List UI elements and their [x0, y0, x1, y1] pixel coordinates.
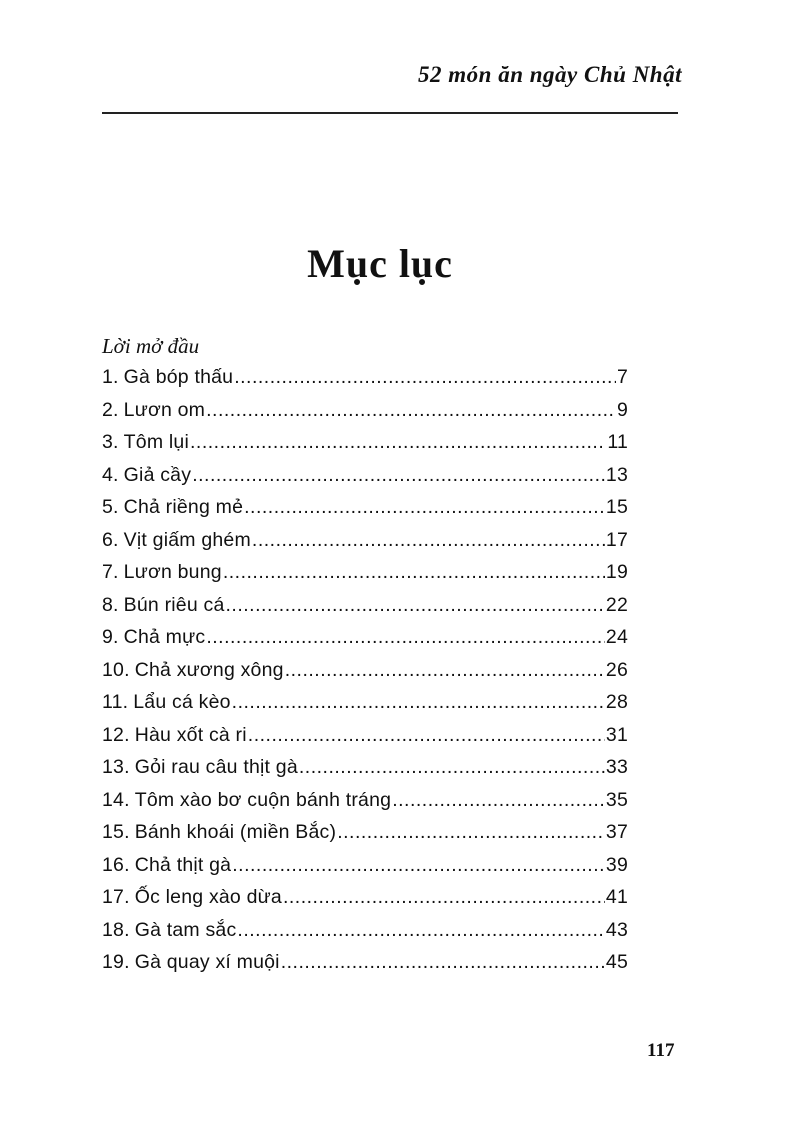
toc-entry-leader	[237, 919, 604, 942]
toc-entry-page: 43	[605, 918, 628, 941]
toc-entry-number: 5.	[102, 496, 119, 518]
toc-entry-title: Lẩu cá kèo	[133, 691, 231, 713]
toc-entry	[102, 561, 628, 594]
toc-entry-leader	[206, 626, 605, 649]
toc-entry	[102, 529, 628, 562]
toc-entry-number: 13.	[102, 756, 130, 778]
toc-entry-leader	[226, 594, 605, 617]
toc-entry-leader	[285, 659, 605, 682]
toc-entry-leader	[283, 886, 605, 909]
toc-entry-number: 11.	[102, 691, 129, 713]
toc-entry-leader	[232, 854, 605, 877]
toc-entry-page: 17	[605, 528, 628, 551]
toc-entry-page: 11	[607, 431, 628, 453]
toc-entry	[102, 626, 628, 659]
toc-entry-title: Lươn om	[123, 398, 206, 421]
toc-entry-leader	[223, 561, 605, 584]
toc-entry-leader	[190, 431, 606, 454]
header-rule	[102, 112, 678, 114]
toc-entry-number: 10.	[102, 658, 130, 681]
toc-entry-number: 18.	[102, 918, 130, 941]
toc-entry-leader	[337, 821, 605, 844]
toc-entry	[102, 886, 628, 919]
toc-entry-page: 35	[605, 788, 628, 811]
toc-entry-title: Tôm xào bơ cuộn bánh tráng	[134, 788, 392, 811]
toc-entry-number: 6.	[102, 528, 119, 551]
toc-entry-page: 22	[605, 593, 628, 616]
toc-entry-page: 33	[605, 756, 628, 778]
page-number: 117	[647, 1040, 675, 1061]
toc-entry-page: 19	[605, 561, 628, 583]
toc-entry-number: 19.	[102, 951, 130, 973]
toc-entry-page: 37	[605, 821, 628, 843]
toc-entry	[102, 756, 628, 789]
toc-entry-leader	[234, 366, 616, 389]
toc-entry-leader	[244, 496, 605, 519]
toc-entry-number: 16.	[102, 853, 130, 876]
toc-entry	[102, 919, 628, 952]
toc-entry-page: 31	[605, 723, 628, 746]
toc-preface: Lời mở đầu	[102, 334, 200, 358]
toc-entry-title: Chả mực	[123, 626, 206, 648]
toc-entry-leader	[252, 529, 605, 552]
toc-entry	[102, 464, 628, 497]
toc-entry-title: Hàu xốt cà ri	[134, 723, 247, 746]
toc-entry-number: 17.	[102, 886, 130, 908]
toc-entry	[102, 659, 628, 692]
toc-entry-title: Ốc leng xào dừa	[134, 886, 282, 908]
toc-entry-leader	[248, 724, 605, 747]
toc-entry-title: Chả riềng mẻ	[123, 496, 244, 518]
toc-entry-number: 14.	[102, 788, 130, 811]
toc-entry-title: Chả thịt gà	[134, 853, 232, 876]
toc-entry	[102, 594, 628, 627]
toc-entry	[102, 854, 628, 887]
toc-entry-number: 1.	[102, 366, 119, 388]
toc-entry	[102, 496, 628, 529]
toc-entry-leader	[392, 789, 605, 812]
toc-entry-title: Lươn bung	[123, 561, 222, 583]
toc-entry-title: Gà quay xí muội	[134, 951, 280, 973]
toc-entry-page: 15	[605, 496, 628, 518]
toc-entry-number: 8.	[102, 593, 119, 616]
toc-entry-leader	[206, 399, 616, 422]
toc-entry-title: Gà tam sắc	[134, 918, 237, 941]
toc-entry-leader	[232, 691, 605, 714]
toc-entry-title: Bún riêu cá	[123, 593, 225, 616]
running-header: 52 món ăn ngày Chủ Nhật	[418, 62, 682, 87]
toc-entry-title: Gỏi rau câu thịt gà	[134, 756, 298, 778]
toc-entry-leader	[281, 951, 605, 974]
toc-entry-number: 9.	[102, 626, 119, 648]
toc-entry-number: 2.	[102, 398, 119, 421]
toc-entry	[102, 951, 628, 984]
toc-entry-number: 7.	[102, 561, 119, 583]
toc-entry-leader	[192, 464, 605, 487]
toc-entry	[102, 399, 628, 432]
toc-entry-number: 12.	[102, 723, 130, 746]
toc-entry-title: Giả cầy	[123, 463, 192, 486]
toc-list	[102, 366, 628, 984]
toc-entry-page: 39	[605, 853, 628, 876]
toc-entry-leader	[299, 756, 605, 779]
toc-entry	[102, 431, 628, 464]
toc-entry-page: 26	[605, 658, 628, 681]
toc-entry-title: Chả xương xông	[134, 658, 284, 681]
toc-entry-page: 28	[605, 691, 628, 713]
toc-entry	[102, 691, 628, 724]
toc-entry-page: 13	[605, 463, 628, 486]
toc-entry-title: Vịt giấm ghém	[123, 528, 251, 551]
toc-entry-number: 15.	[102, 821, 130, 843]
toc-entry-page: 24	[605, 626, 628, 648]
toc-entry-page: 9	[616, 398, 628, 421]
toc-entry-title: Gà bóp thấu	[123, 366, 234, 388]
toc-entry-number: 4.	[102, 463, 119, 486]
toc-title: Mục lục	[307, 241, 453, 286]
toc-entry	[102, 789, 628, 822]
toc-entry-title: Tôm lụi	[123, 431, 189, 453]
toc-entry-number: 3.	[102, 431, 119, 453]
toc-entry	[102, 724, 628, 757]
toc-entry-page: 45	[605, 951, 628, 973]
toc-entry	[102, 821, 628, 854]
toc-entry-page: 41	[605, 886, 628, 908]
toc-entry-title: Bánh khoái (miền Bắc)	[134, 821, 337, 843]
toc-entry-page: 7	[616, 366, 628, 388]
toc-entry	[102, 366, 628, 399]
